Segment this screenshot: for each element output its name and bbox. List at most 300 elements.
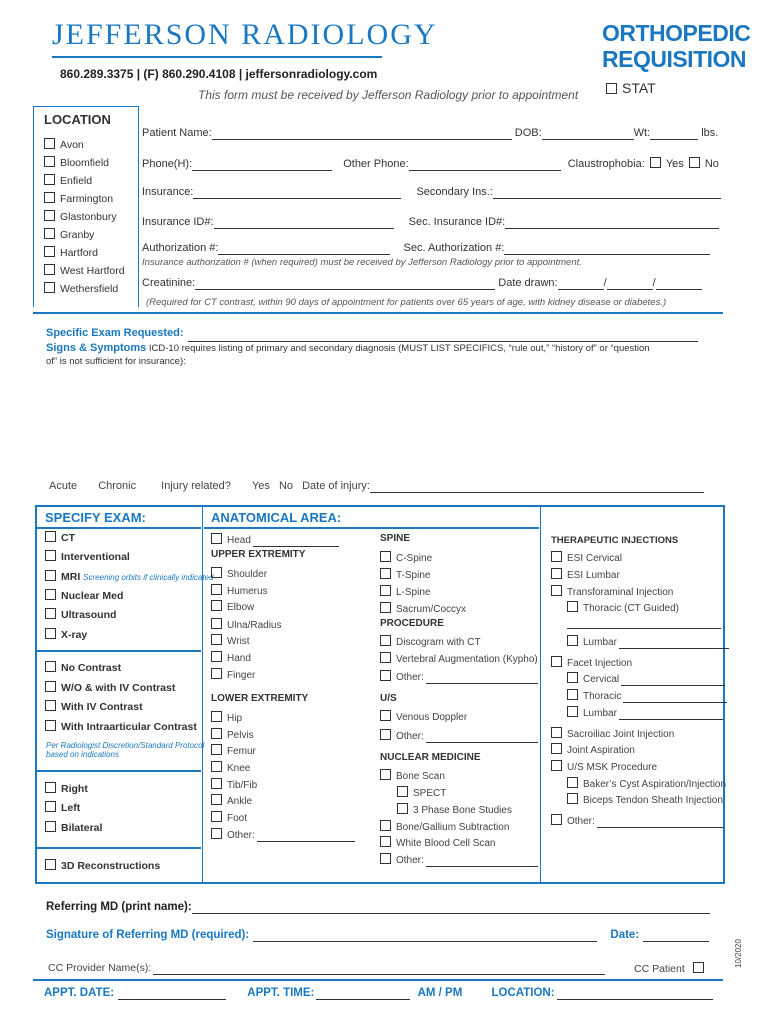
injury-related-label: Injury related? bbox=[161, 480, 231, 492]
checkbox-icon[interactable] bbox=[551, 743, 562, 754]
patient-name-label: Patient Name: bbox=[142, 127, 212, 139]
secondary-ins-field[interactable] bbox=[493, 186, 721, 199]
claustro-no-checkbox[interactable] bbox=[689, 157, 700, 168]
wt-field[interactable] bbox=[650, 127, 698, 140]
area-label: Knee bbox=[227, 763, 251, 774]
area-label: Wrist bbox=[227, 636, 250, 647]
location-enfield[interactable] bbox=[44, 174, 92, 187]
area-wrist[interactable] bbox=[211, 634, 250, 647]
checkbox-icon[interactable] bbox=[567, 672, 578, 683]
modality-ultrasound[interactable] bbox=[45, 608, 116, 621]
checkbox-icon[interactable] bbox=[380, 602, 391, 613]
area-femur[interactable] bbox=[211, 744, 256, 757]
specific-exam-label: Specific Exam Requested: bbox=[46, 327, 184, 339]
inj-label: Lumbar bbox=[583, 637, 617, 648]
other-phone-field[interactable] bbox=[409, 158, 561, 171]
signs-text-line-2: of” is not sufficient for insurance): bbox=[46, 356, 186, 367]
checkbox-icon[interactable] bbox=[211, 618, 222, 629]
title-line-1: ORTHOPEDIC bbox=[602, 20, 751, 46]
checkbox-icon[interactable] bbox=[211, 651, 222, 662]
nm-label: 3 Phase Bone Studies bbox=[413, 805, 512, 816]
area-label: Ulna/Radius bbox=[227, 620, 282, 631]
date-drawn-year[interactable] bbox=[656, 277, 702, 290]
checkbox-icon[interactable] bbox=[211, 728, 222, 739]
dob-label: DOB: bbox=[514, 127, 542, 139]
inj-facet-thoracic[interactable] bbox=[567, 689, 727, 703]
checkbox-icon[interactable] bbox=[211, 533, 222, 544]
checkbox-icon[interactable] bbox=[44, 138, 55, 149]
checkbox-icon[interactable] bbox=[380, 635, 391, 646]
inj-esi-lumbar[interactable] bbox=[551, 568, 620, 581]
checkbox-icon[interactable] bbox=[45, 681, 56, 692]
nm-bone-gallium[interactable] bbox=[380, 820, 509, 833]
checkbox-icon[interactable] bbox=[211, 668, 222, 679]
cc-patient-label: CC Patient bbox=[634, 963, 685, 975]
area-elbow[interactable] bbox=[211, 600, 254, 613]
checkbox-icon[interactable] bbox=[380, 836, 391, 847]
cc-patient[interactable] bbox=[634, 962, 709, 975]
checkbox-icon[interactable] bbox=[44, 246, 55, 257]
auth-label: Authorization #: bbox=[142, 242, 219, 254]
divider bbox=[37, 770, 201, 772]
checkbox-icon[interactable] bbox=[551, 656, 562, 667]
inj-sacroiliac[interactable] bbox=[551, 727, 674, 740]
area-tib-fib[interactable] bbox=[211, 778, 257, 791]
modality-nuclear-med[interactable] bbox=[45, 589, 123, 602]
location-heading: LOCATION bbox=[44, 112, 111, 127]
inj-lumbar-1[interactable] bbox=[567, 635, 729, 649]
inj-label: ESI Cervical bbox=[567, 553, 623, 564]
checkbox-icon[interactable] bbox=[45, 531, 56, 542]
area-humerus[interactable] bbox=[211, 584, 268, 597]
specify-exam-heading: SPECIFY EXAM: bbox=[45, 510, 146, 525]
inj-label: Facet Injection bbox=[567, 658, 633, 669]
inj-label: Joint Aspiration bbox=[567, 745, 635, 756]
checkbox-icon[interactable] bbox=[44, 174, 55, 185]
checkbox-icon[interactable] bbox=[567, 793, 578, 804]
checkbox-icon[interactable] bbox=[211, 567, 222, 578]
checkbox-icon[interactable] bbox=[211, 634, 222, 645]
date-drawn-day[interactable] bbox=[607, 277, 653, 290]
location-glastonbury[interactable] bbox=[44, 210, 117, 223]
nm-spect[interactable] bbox=[397, 786, 446, 799]
area-foot[interactable] bbox=[211, 811, 247, 824]
signs-symptoms-area[interactable] bbox=[8, 370, 758, 470]
checkbox-icon[interactable] bbox=[567, 635, 578, 646]
contrast-with-iv[interactable] bbox=[45, 700, 143, 713]
specify-heading-underline bbox=[37, 527, 201, 529]
checkbox-icon[interactable] bbox=[45, 628, 56, 639]
checkbox-icon[interactable] bbox=[606, 83, 617, 94]
us-venous-doppler[interactable] bbox=[380, 710, 467, 723]
signs-text: ICD-10 requires listing of primary and secondary diagnosis (MUST LIST SPECIFICS, “rule out,” “history of” or “question bbox=[148, 343, 650, 354]
area-label: Foot bbox=[227, 813, 248, 824]
location-label: Bloomfield bbox=[60, 157, 110, 169]
lbs-label: lbs. bbox=[701, 127, 719, 139]
checkbox-icon[interactable] bbox=[380, 551, 391, 562]
insurance-id-label: Insurance ID#: bbox=[142, 216, 214, 228]
auth-note: Insurance authorization # (when required) must be received by Jefferson Radiology prior to appointment. bbox=[142, 257, 582, 268]
appt-time-label: APPT. TIME: bbox=[247, 987, 315, 999]
contact-info: 860.289.3375 | (F) 860.290.4108 | jeffersonradiology.com bbox=[60, 67, 378, 81]
area-l-spine[interactable] bbox=[380, 585, 430, 598]
appt-time-field[interactable] bbox=[316, 987, 410, 1000]
checkbox-icon[interactable] bbox=[567, 706, 578, 717]
stat-checkbox[interactable] bbox=[606, 80, 656, 96]
exam-col-divider bbox=[202, 505, 203, 882]
checkbox-icon[interactable] bbox=[551, 727, 562, 738]
other-phone-label: Other Phone: bbox=[343, 158, 409, 170]
anatomical-heading-underline bbox=[204, 527, 539, 529]
nm-bone-scan[interactable] bbox=[380, 769, 445, 782]
checkbox-icon[interactable] bbox=[45, 720, 56, 731]
area-label: Pelvis bbox=[227, 730, 254, 741]
checkbox-icon[interactable] bbox=[567, 777, 578, 788]
inj-other-field[interactable] bbox=[597, 816, 723, 828]
checkbox-icon[interactable] bbox=[551, 551, 562, 562]
referring-md-row bbox=[46, 901, 710, 914]
modality-ct[interactable] bbox=[45, 531, 75, 544]
thoracic-line[interactable] bbox=[567, 628, 721, 629]
checkbox-icon[interactable] bbox=[380, 670, 391, 681]
auth-field[interactable] bbox=[218, 242, 390, 255]
area-label: Humerus bbox=[227, 586, 268, 597]
cc-provider-row bbox=[48, 962, 605, 975]
signs-symptoms bbox=[46, 342, 650, 354]
checkbox-icon[interactable] bbox=[380, 853, 391, 864]
area-label: Hip bbox=[227, 713, 243, 724]
radiologist-note bbox=[46, 741, 204, 759]
recon-3d[interactable] bbox=[45, 859, 160, 872]
location-west-hartford[interactable] bbox=[44, 264, 125, 277]
date-field[interactable] bbox=[643, 929, 709, 942]
nm-white-blood-cell[interactable] bbox=[380, 836, 496, 849]
area-label: Tib/Fib bbox=[227, 780, 258, 791]
area-hand[interactable] bbox=[211, 651, 251, 664]
stat-label: STAT bbox=[622, 80, 656, 96]
inj-transforaminal[interactable] bbox=[551, 585, 673, 598]
procedure-label: Discogram with CT bbox=[396, 637, 481, 648]
location-label: Hartford bbox=[60, 247, 98, 259]
procedure-other[interactable] bbox=[380, 670, 538, 684]
secondary-ins-label: Secondary Ins.: bbox=[416, 186, 493, 198]
checkbox-icon[interactable] bbox=[44, 282, 55, 293]
inj-label: Baker’s Cyst Aspiration/Injection bbox=[583, 779, 727, 790]
location-hartford[interactable] bbox=[44, 246, 98, 259]
inj-label: Biceps Tendon Sheath Injection bbox=[583, 795, 723, 806]
insurance-row bbox=[142, 186, 721, 199]
appt-date-field[interactable] bbox=[118, 987, 226, 1000]
area-shoulder[interactable] bbox=[211, 567, 267, 580]
area-label: Head bbox=[227, 535, 251, 546]
divider bbox=[37, 847, 201, 849]
signature-row bbox=[46, 929, 709, 942]
contrast-label: W/O & with IV Contrast bbox=[61, 682, 176, 694]
head-field[interactable] bbox=[253, 535, 339, 547]
acute-option[interactable]: Acute bbox=[49, 480, 78, 492]
contrast-wo-with-iv[interactable] bbox=[45, 681, 175, 694]
us-other-field[interactable] bbox=[426, 731, 538, 743]
inj-facet-cervical[interactable] bbox=[567, 672, 725, 686]
modality-x-ray[interactable] bbox=[45, 628, 87, 641]
nm-label: Bone/Gallium Subtraction bbox=[396, 822, 510, 833]
checkbox-icon[interactable] bbox=[397, 803, 408, 814]
chronic-option[interactable]: Chronic bbox=[98, 480, 137, 492]
area-label: Hand bbox=[227, 653, 251, 664]
mri-note: Screening orbits if clinically indicated bbox=[83, 573, 214, 582]
injury-row bbox=[49, 480, 704, 493]
inj-thoracic-ct[interactable] bbox=[567, 601, 679, 614]
form-title bbox=[602, 20, 750, 72]
modality-label: CT bbox=[61, 532, 75, 544]
lower-other-field[interactable] bbox=[257, 830, 355, 842]
contrast-none[interactable] bbox=[45, 661, 121, 674]
modality-interventional[interactable] bbox=[45, 550, 130, 563]
inj-joint-aspiration[interactable] bbox=[551, 743, 635, 756]
checkbox-icon[interactable] bbox=[211, 761, 222, 772]
area-label: Elbow bbox=[227, 602, 255, 613]
claustrophobia-label: Claustrophobia: bbox=[567, 158, 645, 170]
modality-label: Interventional bbox=[61, 551, 130, 563]
lower-extremity-heading: LOWER EXTREMITY bbox=[211, 693, 309, 704]
divider bbox=[33, 312, 723, 314]
location-wethersfield[interactable] bbox=[44, 282, 118, 295]
sec-insurance-id-label: Sec. Insurance ID#: bbox=[408, 216, 506, 228]
checkbox-icon[interactable] bbox=[551, 760, 562, 771]
date-label: Date: bbox=[610, 929, 640, 941]
area-knee[interactable] bbox=[211, 761, 250, 774]
checkbox-icon[interactable] bbox=[45, 801, 56, 812]
claustro-no-label: No bbox=[704, 158, 719, 170]
cc-provider-label: CC Provider Name(s): bbox=[48, 962, 152, 974]
modality-label: Nuclear Med bbox=[61, 590, 124, 602]
checkbox-icon[interactable] bbox=[45, 589, 56, 600]
checkbox-icon[interactable] bbox=[567, 689, 578, 700]
checkbox-icon[interactable] bbox=[380, 652, 391, 663]
checkbox-icon[interactable] bbox=[211, 600, 222, 611]
creatinine-field[interactable] bbox=[195, 277, 495, 290]
procedure-vertebral-augmentation[interactable] bbox=[380, 652, 538, 665]
side-label: Bilateral bbox=[61, 822, 103, 834]
checkbox-icon[interactable] bbox=[45, 550, 56, 561]
area-finger[interactable] bbox=[211, 668, 255, 681]
contrast-label: No Contrast bbox=[61, 662, 122, 674]
checkbox-icon[interactable] bbox=[44, 156, 55, 167]
facet-thoracic-field[interactable] bbox=[623, 691, 727, 703]
inj-label: Other: bbox=[567, 816, 595, 827]
side-label: Left bbox=[61, 802, 81, 814]
inj-us-msk[interactable] bbox=[551, 760, 657, 773]
modality-label: MRI bbox=[61, 571, 81, 583]
location-label: Enfield bbox=[60, 175, 93, 187]
procedure-discogram[interactable] bbox=[380, 635, 480, 648]
signature-field[interactable] bbox=[253, 929, 597, 942]
procedure-heading: PROCEDURE bbox=[380, 618, 444, 629]
appt-date-label: APPT. DATE: bbox=[44, 987, 115, 999]
nm-other[interactable] bbox=[380, 853, 538, 867]
checkbox-icon[interactable] bbox=[211, 811, 222, 822]
checkbox-icon[interactable] bbox=[380, 769, 391, 780]
checkbox-icon[interactable] bbox=[380, 568, 391, 579]
referring-md-field[interactable] bbox=[192, 901, 710, 914]
checkbox-icon[interactable] bbox=[211, 778, 222, 789]
sec-auth-field[interactable] bbox=[504, 242, 710, 255]
nm-label: Bone Scan bbox=[396, 771, 445, 782]
contrast-label: With Intraarticular Contrast bbox=[61, 721, 197, 733]
creatinine-row: Creatinine: Date drawn: / / bbox=[142, 277, 702, 290]
nm-other-field[interactable] bbox=[426, 855, 538, 867]
insurance-id-field[interactable] bbox=[214, 216, 394, 229]
checkbox-icon[interactable] bbox=[45, 859, 56, 870]
location-avon[interactable] bbox=[44, 138, 84, 151]
checkbox-icon[interactable] bbox=[45, 782, 56, 793]
facet-cervical-field[interactable] bbox=[621, 674, 725, 686]
side-bilateral[interactable] bbox=[45, 821, 102, 834]
authorization-row bbox=[142, 242, 710, 255]
area-t-spine[interactable] bbox=[380, 568, 430, 581]
checkbox-icon[interactable] bbox=[211, 711, 222, 722]
checkbox-icon[interactable] bbox=[380, 729, 391, 740]
location-footer-label: LOCATION: bbox=[491, 987, 555, 999]
inj-label: Transforaminal Injection bbox=[567, 587, 674, 598]
insurance-id-row bbox=[142, 216, 719, 229]
checkbox-icon[interactable] bbox=[211, 584, 222, 595]
upper-extremity-heading: UPPER EXTREMITY bbox=[211, 549, 306, 560]
area-c-spine[interactable] bbox=[380, 551, 432, 564]
location-bloomfield[interactable] bbox=[44, 156, 109, 169]
signs-label: Signs & Symptoms bbox=[46, 342, 147, 354]
inj-label: Sacroiliac Joint Injection bbox=[567, 729, 675, 740]
area-label: Other: bbox=[227, 830, 255, 841]
modality-mri[interactable] bbox=[45, 570, 213, 583]
checkbox-icon[interactable] bbox=[380, 585, 391, 596]
date-of-injury-field[interactable] bbox=[370, 480, 704, 493]
exam-box-bottom bbox=[35, 882, 725, 884]
area-label: Sacrum/Coccyx bbox=[396, 604, 467, 615]
checkbox-icon[interactable] bbox=[211, 744, 222, 755]
checkbox-icon[interactable] bbox=[551, 568, 562, 579]
checkbox-icon[interactable] bbox=[397, 786, 408, 797]
checkbox-icon[interactable] bbox=[45, 608, 56, 619]
checkbox-icon[interactable] bbox=[380, 820, 391, 831]
us-other[interactable] bbox=[380, 729, 538, 743]
claustro-yes-label: Yes bbox=[665, 158, 684, 170]
inj-facet-lumbar[interactable] bbox=[567, 706, 723, 720]
nm-label: White Blood Cell Scan bbox=[396, 838, 496, 849]
checkbox-icon[interactable] bbox=[44, 228, 55, 239]
exam-box-left bbox=[35, 505, 37, 883]
checkbox-icon[interactable] bbox=[44, 192, 55, 203]
injury-yes-option[interactable]: Yes bbox=[251, 480, 270, 492]
date-of-injury-label: Date of injury: bbox=[302, 480, 370, 492]
phone-field[interactable] bbox=[192, 158, 332, 171]
nm-3-phase-bone[interactable] bbox=[397, 803, 512, 816]
area-label: L-Spine bbox=[396, 587, 431, 598]
contrast-label: With IV Contrast bbox=[61, 701, 143, 713]
location-granby[interactable] bbox=[44, 228, 94, 241]
footer-divider bbox=[33, 979, 723, 981]
inj-esi-cervical[interactable] bbox=[551, 551, 622, 564]
location-footer-field[interactable] bbox=[557, 987, 713, 1000]
area-ankle[interactable] bbox=[211, 794, 252, 807]
checkbox-icon[interactable] bbox=[45, 570, 56, 581]
checkbox-icon[interactable] bbox=[45, 700, 56, 711]
lumbar-field[interactable] bbox=[619, 637, 729, 649]
inj-biceps-tendon[interactable] bbox=[567, 793, 723, 806]
area-head[interactable] bbox=[211, 533, 339, 547]
checkbox-icon[interactable] bbox=[45, 661, 56, 672]
dob-field[interactable] bbox=[542, 127, 634, 140]
inj-other[interactable] bbox=[551, 814, 723, 828]
appt-row bbox=[44, 987, 713, 1000]
radiologist-note-line-1: Per Radiologist Discretion/Standard Protocol bbox=[46, 741, 205, 750]
creatinine-label: Creatinine: bbox=[142, 277, 196, 289]
inj-label: Thoracic bbox=[583, 691, 622, 702]
cc-provider-field[interactable] bbox=[153, 962, 605, 975]
area-hip[interactable] bbox=[211, 711, 242, 724]
location-label: Farmington bbox=[60, 193, 114, 205]
date-drawn-month[interactable] bbox=[558, 277, 604, 290]
inj-facet[interactable] bbox=[551, 656, 632, 669]
inj-bakers-cyst[interactable] bbox=[567, 777, 726, 790]
logo bbox=[52, 18, 438, 52]
area-label: Shoulder bbox=[227, 569, 268, 580]
cc-patient-checkbox[interactable] bbox=[693, 962, 704, 973]
side-left[interactable] bbox=[45, 801, 80, 814]
checkbox-icon[interactable] bbox=[551, 585, 562, 596]
patient-name-field[interactable] bbox=[212, 127, 512, 140]
logo-underline bbox=[52, 56, 382, 58]
nm-label: SPECT bbox=[413, 788, 447, 799]
checkbox-icon[interactable] bbox=[44, 210, 55, 221]
area-ulna-radius[interactable] bbox=[211, 618, 281, 631]
location-label: Granby bbox=[60, 229, 95, 241]
contrast-intraarticular[interactable] bbox=[45, 720, 197, 733]
area-pelvis[interactable] bbox=[211, 728, 254, 741]
claustro-yes-checkbox[interactable] bbox=[650, 157, 661, 168]
specific-exam-field[interactable] bbox=[188, 323, 698, 342]
area-label: T-Spine bbox=[396, 570, 431, 581]
side-right[interactable] bbox=[45, 782, 88, 795]
location-farmington[interactable] bbox=[44, 192, 113, 205]
phone-label: Phone(H): bbox=[142, 158, 193, 170]
modality-label: Ultrasound bbox=[61, 609, 117, 621]
checkbox-icon[interactable] bbox=[211, 794, 222, 805]
procedure-other-field[interactable] bbox=[426, 672, 538, 684]
sec-insurance-id-field[interactable] bbox=[505, 216, 719, 229]
divider bbox=[37, 650, 201, 652]
area-lower-other[interactable] bbox=[211, 828, 355, 842]
specific-exam-row bbox=[46, 323, 698, 342]
us-label: Venous Doppler bbox=[396, 712, 468, 723]
anatomical-area-heading: ANATOMICAL AREA: bbox=[211, 510, 342, 525]
nm-label: Other: bbox=[396, 855, 424, 866]
checkbox-icon[interactable] bbox=[567, 601, 578, 612]
insurance-field[interactable] bbox=[193, 186, 401, 199]
exam-box-top bbox=[35, 505, 725, 507]
injury-no-option[interactable]: No bbox=[278, 480, 294, 492]
checkbox-icon[interactable] bbox=[45, 821, 56, 832]
facet-lumbar-field[interactable] bbox=[619, 708, 723, 720]
therapeutic-heading: THERAPEUTIC INJECTIONS bbox=[551, 535, 679, 546]
checkbox-icon[interactable] bbox=[551, 814, 562, 825]
checkbox-icon[interactable] bbox=[44, 264, 55, 275]
area-sacrum-coccyx[interactable] bbox=[380, 602, 466, 615]
checkbox-icon[interactable] bbox=[380, 710, 391, 721]
recon-label: 3D Reconstructions bbox=[61, 860, 161, 872]
modality-label: X-ray bbox=[61, 629, 88, 641]
checkbox-icon[interactable] bbox=[211, 828, 222, 839]
